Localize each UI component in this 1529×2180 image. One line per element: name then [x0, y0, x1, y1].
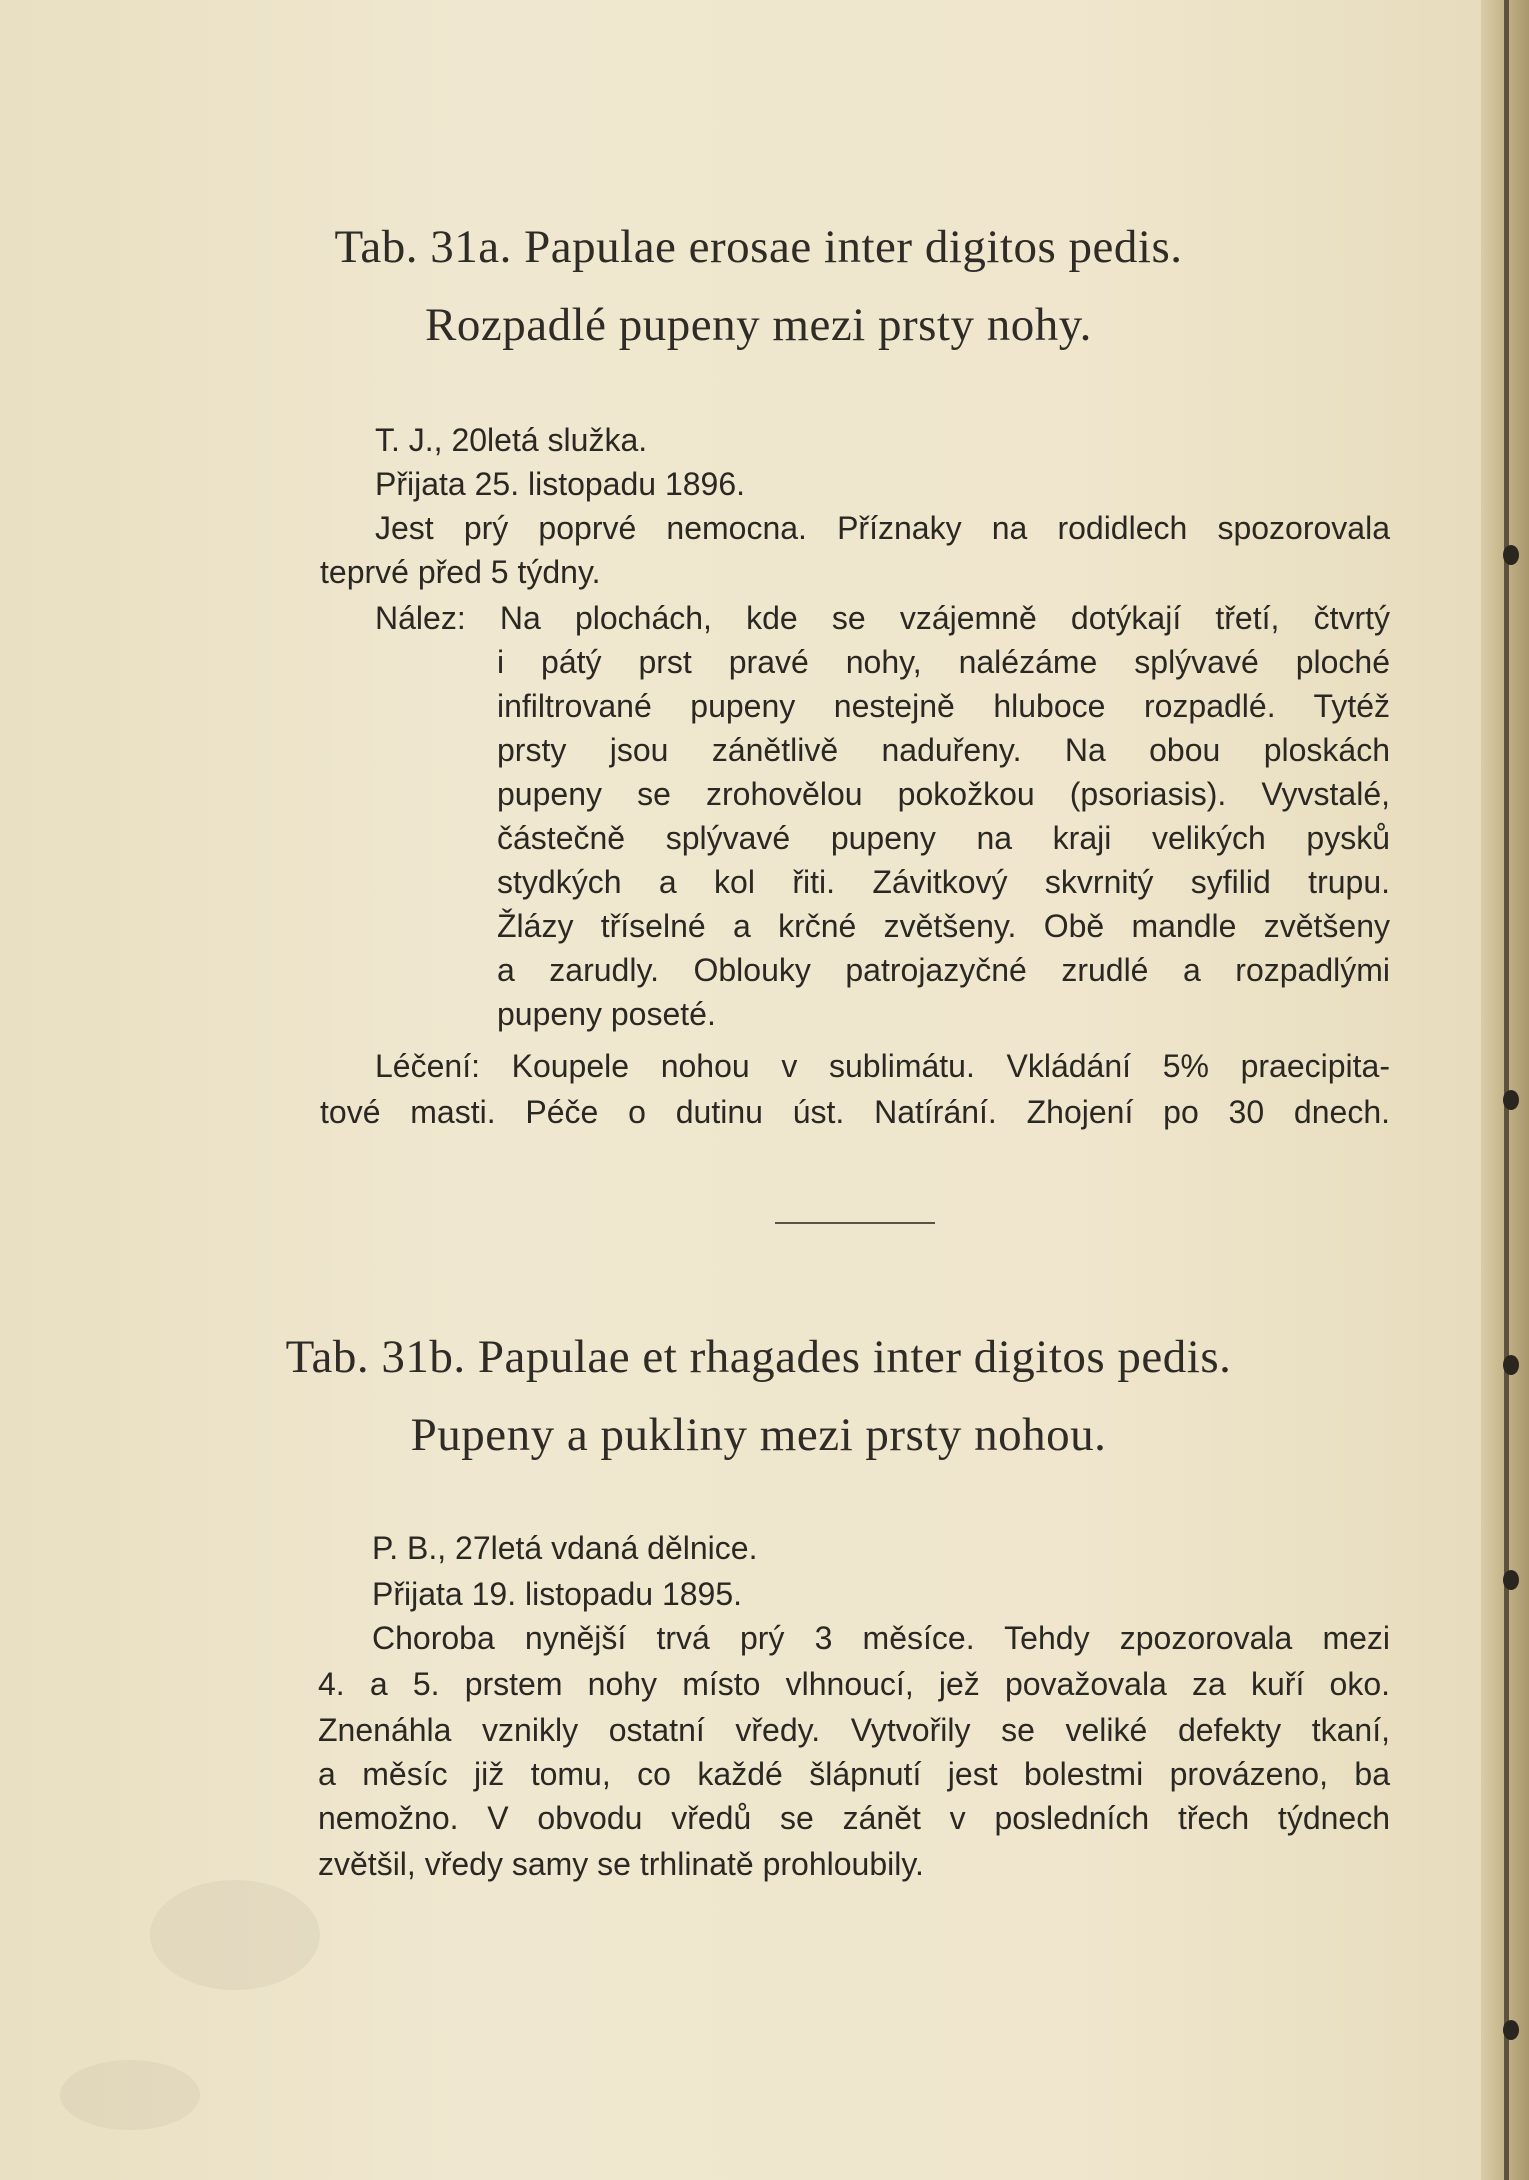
- finding-line: Nález: Na plochách, kde se vzájemně dotýkají třetí, čtvrtý: [375, 600, 1390, 636]
- finding-line: částečně splývavé pupeny na kraji velikých pysků: [497, 820, 1390, 856]
- finding-line: stydkých a kol řiti. Závitkový skvrnitý syfilid trupu.: [497, 864, 1390, 900]
- history-line: Jest prý poprvé nemocna. Příznaky na rodidlech spozorovala: [375, 510, 1390, 546]
- finding-line: infiltrované pupeny nestejně hluboce rozpadlé. Tytéž: [497, 688, 1390, 724]
- section-b-subtitle: Pupeny a pukliny mezi prsty nohou.: [410, 1409, 1107, 1461]
- finding-line: prsty jsou zánětlivě naduřeny. Na obou ploskách: [497, 732, 1390, 768]
- treatment-line: tové masti. Péče o dutinu úst. Natírání. Zhojení po 30 dnech.: [320, 1094, 1390, 1130]
- history-line: 4. a 5. prstem nohy místo vlhnoucí, jež považovala za kuří oko.: [318, 1666, 1390, 1702]
- history-line: a měsíc již tomu, co každé šlápnutí jest bolestmi provázeno, ba: [318, 1756, 1390, 1792]
- spine-mark: [1503, 545, 1519, 565]
- spine-mark: [1503, 1570, 1519, 1590]
- paper-stain: [150, 1880, 320, 1990]
- finding-line: a zarudly. Oblouky patrojazyčné zrudlé a rozpadlými: [497, 952, 1390, 988]
- spine-mark: [1503, 2020, 1519, 2040]
- history-line: nemožno. V obvodu vředů se zánět v posledních třech týdnech: [318, 1800, 1390, 1836]
- spine-mark: [1503, 1090, 1519, 1110]
- section-a-subtitle: Rozpadlé pupeny mezi prsty nohy.: [425, 299, 1092, 351]
- section-b-title: Tab. 31b. Papulae et rhagades inter digitos pedis.: [285, 1331, 1232, 1383]
- history-line: zvětšil, vředy samy se trhlinatě prohloubily.: [318, 1846, 924, 1882]
- finding-line: pupeny poseté.: [497, 996, 716, 1032]
- finding-line: pupeny se zrohovělou pokožkou (psoriasis). Vyvstalé,: [497, 776, 1390, 812]
- history-line: teprvé před 5 týdny.: [320, 554, 601, 590]
- finding-line: i pátý prst pravé nohy, nalézáme splývavé ploché: [497, 644, 1390, 680]
- history-line: Znenáhla vznikly ostatní vředy. Vytvořily se veliké defekty tkaní,: [318, 1712, 1390, 1748]
- paper-stain: [60, 2060, 200, 2130]
- admission-line: Přijata 19. listopadu 1895.: [372, 1576, 743, 1612]
- finding-line: Žlázy tříselné a krčné zvětšeny. Obě mandle zvětšeny: [497, 908, 1390, 944]
- section-a-title: Tab. 31a. Papulae erosae inter digitos pedis.: [334, 221, 1183, 273]
- history-line: Choroba nynější trvá prý 3 měsíce. Tehdy zpozorovala mezi: [372, 1620, 1390, 1656]
- admission-line: Přijata 25. listopadu 1896.: [375, 466, 746, 502]
- patient-line: P. B., 27letá vdaná dělnice.: [372, 1530, 758, 1566]
- section-divider: [775, 1222, 935, 1224]
- patient-line: T. J., 20letá služka.: [375, 422, 648, 458]
- treatment-line: Léčení: Koupele nohou v sublimátu. Vkládání 5% praecipita-: [375, 1048, 1390, 1084]
